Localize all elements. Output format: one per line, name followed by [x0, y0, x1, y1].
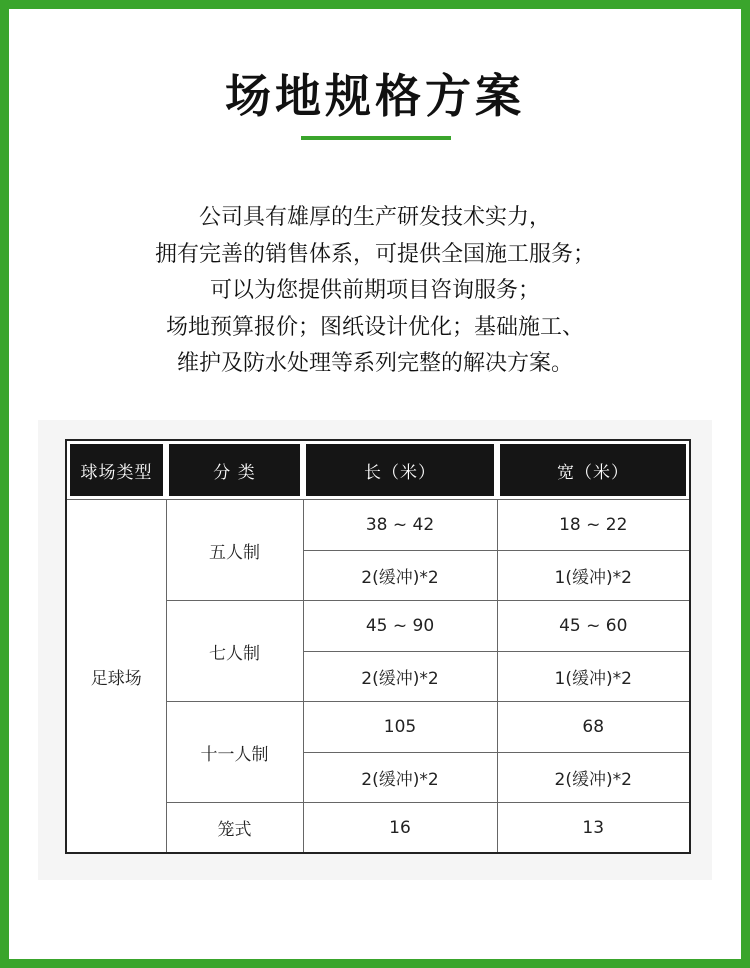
spec-table — [65, 439, 691, 854]
intro-line: 公司具有雄厚的生产研发技术实力， — [198, 205, 551, 230]
width-cell: 2(缓冲)*2 — [497, 752, 690, 803]
width-cell: 18 ~ 22 — [497, 500, 690, 551]
header-cell — [497, 440, 690, 500]
table-header-row — [66, 440, 690, 500]
length-cell: 2(缓冲)*2 — [303, 651, 497, 702]
header-label: 宽（米） — [500, 444, 686, 496]
width-cell: 45 ~ 60 — [497, 601, 690, 652]
category-cell: 七人制 — [166, 601, 303, 702]
table-row — [66, 500, 690, 551]
width-cell: 1(缓冲)*2 — [497, 651, 690, 702]
width-cell: 68 — [497, 702, 690, 753]
length-cell: 2(缓冲)*2 — [303, 752, 497, 803]
header-label: 球场类型 — [70, 444, 163, 496]
intro-line: 拥有完善的销售体系，可提供全国施工服务； — [154, 241, 595, 267]
width-cell: 13 — [497, 803, 690, 854]
length-cell: 2(缓冲)*2 — [303, 550, 497, 601]
category-cell: 十一人制 — [166, 702, 303, 803]
title-underline — [301, 136, 451, 140]
intro-paragraph — [60, 200, 690, 383]
length-cell: 45 ~ 90 — [303, 601, 497, 652]
intro-line: 可以为您提供前期项目咨询服务； — [209, 278, 540, 303]
category-cell: 五人制 — [166, 500, 303, 601]
header-cell — [303, 440, 497, 500]
header-cell — [166, 440, 303, 500]
category-cell: 笼式 — [166, 803, 303, 854]
header-label: 长（米） — [306, 444, 494, 496]
length-cell: 105 — [303, 702, 497, 753]
field-type-cell: 足球场 — [66, 500, 166, 854]
header-cell — [66, 440, 166, 500]
page-title: 场地规格方案 — [225, 69, 525, 123]
header-label: 分 类 — [169, 444, 300, 496]
width-cell: 1(缓冲)*2 — [497, 550, 690, 601]
intro-line: 维护及防水处理等系列完整的解决方案。 — [176, 351, 573, 376]
length-cell: 16 — [303, 803, 497, 854]
intro-line: 场地预算报价；图纸设计优化；基础施工、 — [165, 314, 584, 340]
length-cell: 38 ~ 42 — [303, 500, 497, 551]
